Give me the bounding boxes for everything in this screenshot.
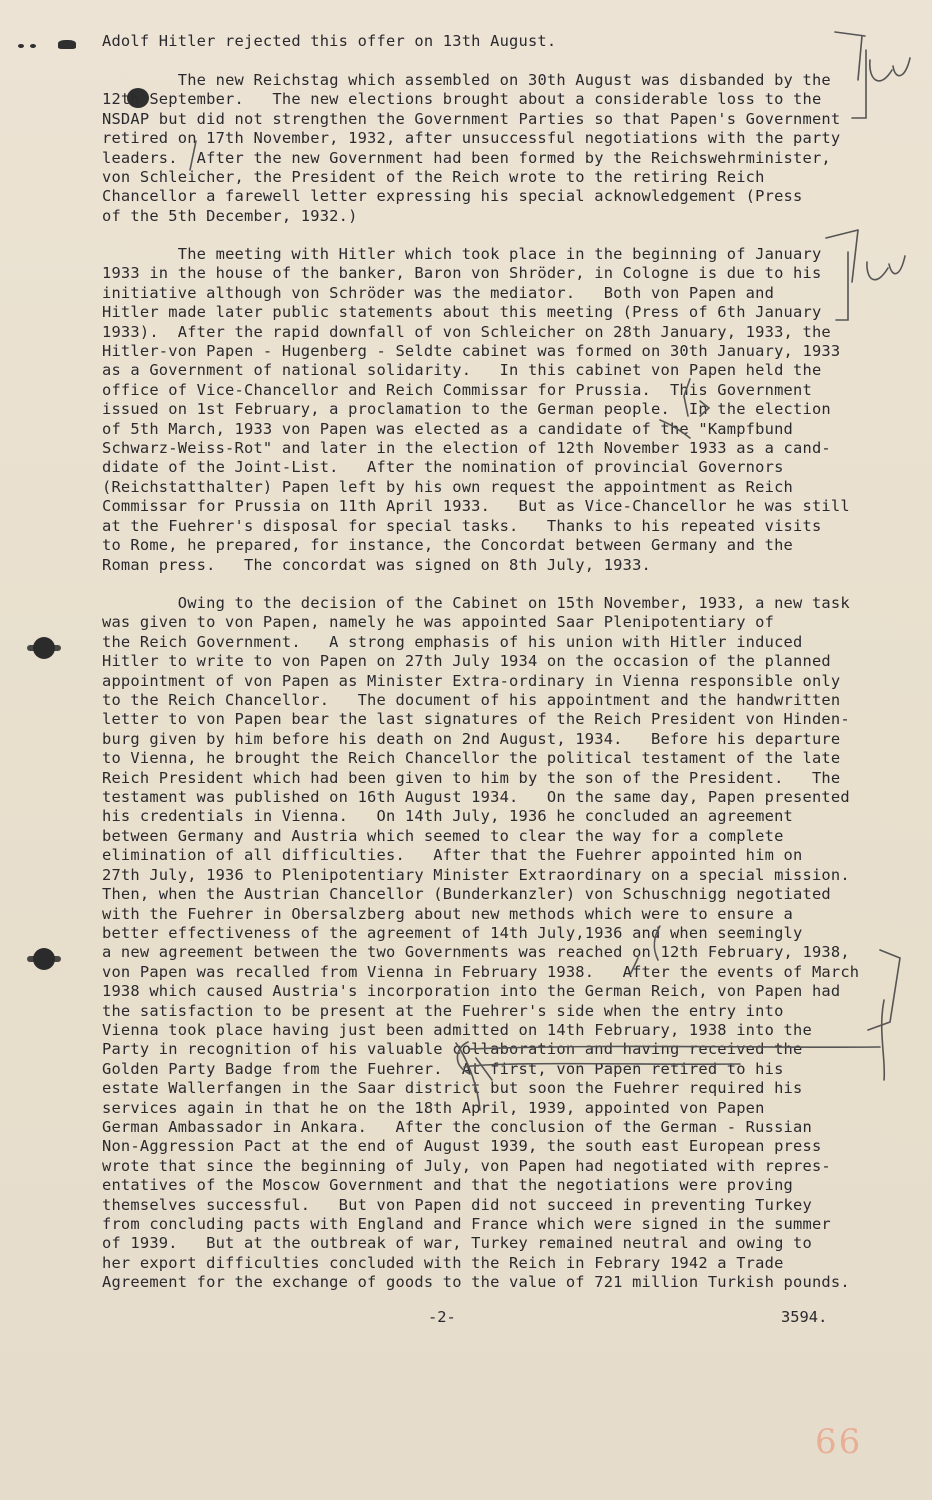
margin-bracket-3 (868, 950, 900, 1030)
bracket-mark-3 (630, 958, 638, 975)
margin-mark-2 (826, 230, 905, 282)
margin-mark-3 (882, 1000, 885, 1080)
document-number: 3594. (781, 1308, 828, 1326)
slash-mark-2 (660, 420, 690, 438)
cross-mark (476, 1058, 492, 1080)
page-number: -2- (428, 1308, 456, 1326)
margin-bracket-2 (836, 252, 848, 320)
paragraph-1: The new Reichstag which assembled on 30th August was disbanded by the 12th September. The new elections brought about a considerable loss to the NSDAP but did not strengthen the Government Parties so that Papen's Government retired on 17th November, 1932, after unsuccessful negotiations with the party leaders. After the new Government had been formed by the Reichswehrminister, von Schleicher, the President of the Reich wrote to the retiring Reich Chancellor a farewell letter expressing his special acknowledgement (Press of the 5th December, 1932.) (102, 71, 841, 225)
slash-mark-3 (456, 1043, 480, 1110)
underline-mark (470, 1046, 880, 1049)
bracket-mark-2 (700, 401, 709, 416)
vertical-mark (654, 926, 660, 960)
slash-mark-1 (190, 141, 196, 170)
paragraph-2: The meeting with Hitler which took place in the beginning of January 1933 in the house of the banker, Baron von Shröder, in Cologne is due to his initiative although von Schröder was the mediator. Both von Papen and Hitler made later public statements about this meeting (Press of 6th January 1933). After the rapid downfall of von Schleicher on 28th January, 1933, the Hitler-von Papen - Hugenberg - Seldte cabinet was formed on 30th January, 1933 as a Government of national solidarity. In this cabinet von Papen held the office of Vice-Chancellor and Reich Commissar for Prussia. This Government issued on 1st February, a proclamation to the German people. In the election of 5th March, 1933 von Papen was elected as a candidate of the "Kampfbund Schwarz-Weiss-Rot" and later in the election of 12th November 1933 as a cand- didate of the Joint-List. After the nomination of provincial Governors (Reichstatthalter) Papen left by his own request the appointment as Reich Commissar for Prussia on 11th April 1933. But as Vice-Chancellor he was still at the Fuehrer's disposal for special tasks. Thanks to his repeated visits to Rome, he prepared, for instance, the Concordat between Germany and the Roman press. The concordat was signed on 8th July, 1933. (102, 245, 850, 574)
margin-mark-1 (835, 32, 910, 81)
bracket-mark-1 (684, 379, 690, 416)
stamp-number: 66 (815, 1422, 863, 1462)
paragraph-3: Owing to the decision of the Cabinet on 15th November, 1933, a new task was given to von Papen, namely he was appointed Saar Plenipotentiary of the Reich Government. A strong emphasis of his union with Hitler induced Hitler to write to von Papen on 27th July 1934 on the occasion of the planned appointment of von Papen as Minister Extra-ordinary in Vienna responsible only to the Reich Chancellor. The document of his appointment and the handwritten letter to von Papen bear the last signatures of the Reich President von Hinden- burg given by him before his death on 2nd August, 1934. Before his departure to Vienna, he brought the Reich Chancellor the political testament of the late Reich President which had been given to him by the son of the President. The testament was published on 16th August 1934. On the same day, Papen presented his credentials in Vienna. On 14th July, 1936 he concluded an agreement between Germany and Austria which seemed to clear the way for a complete elimination of all difficulties. After that the Fuehrer appointed him on 27th July, 1936 to Plenipotentiary Minister Extraordinary on a special mission. Then, when the Austrian Chancellor (Bunderkanzler) von Schuschnigg negotiated with the Fuehrer in Obersalzberg about new methods which were to ensure a better effectiveness of the agreement of 14th July,1936 and when seemingly a new agreement between the two Governments was reached on 12th February, 1938, von Papen was recalled from Vienna in February 1938. After the events of March 1938 which caused Austria's incorporation into the German Reich, von Papen had the satisfaction to be present at the Fuehrer's side when the entry into Vienna took place having just been admitted on 14th February, 1938 into the Party in recognition of his valuable collaboration and having received the Golden Party Badge from the Fuehrer. At first, von Papen retired to his estate Wallerfangen in the Saar district but soon the Fuehrer required his services again in that he on the 18th April, 1939, appointed von Papen German Ambassador in Ankara. After the conclusion of the German - Russian Non-Aggression Pact at the end of August 1939, the south east European press wrote that since the beginning of July, von Papen had negotiated with repres- entatives of the Moscow Government and that the negotiations were proving themselves successful. But von Papen did not succeed in preventing Turkey from concluding pacts with England and France which were signed in the summer of 1939. But at the outbreak of war, Turkey remained neutral and owing to her export difficulties concluded with the Reich in Febrary 1942 a Trade Agreement for the exchange of goods to the value of 721 million Turkish pounds. (102, 594, 860, 1292)
opening-line: Adolf Hitler rejected this offer on 13th August. (102, 32, 557, 50)
strike-mark (464, 1064, 740, 1067)
